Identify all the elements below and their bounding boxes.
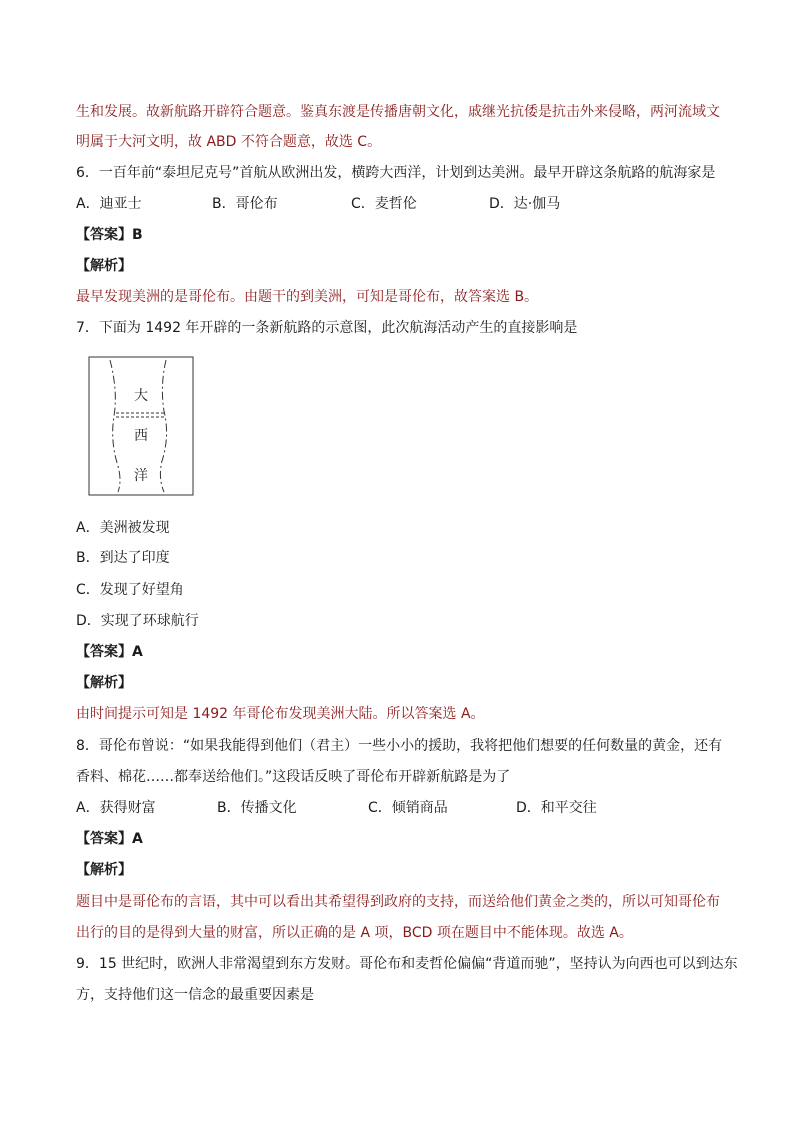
q6-analysis: 最早发现美洲的是哥伦布。由题干的到美洲，可知是哥伦布，故答案选 B。	[76, 289, 539, 305]
q7-analysis: 由时间提示可知是 1492 年哥伦布发现美洲大陆。所以答案选 A。	[76, 706, 485, 722]
q7-question: 7．下面为 1492 年开辟的一条新航路的示意图，此次航海活动产生的直接影响是	[76, 320, 578, 336]
q8-analysis-label: 【解析】	[76, 862, 132, 878]
q6-answer: 【答案】B	[76, 227, 143, 243]
q6-option-b: B．哥伦布	[212, 196, 278, 212]
q6-question: 6．一百年前“泰坦尼克号”首航从欧洲出发，横跨大西洋，计划到达美洲。最早开辟这条航路的航海家是	[76, 165, 716, 181]
q9-question-line-1: 9．15 世纪时，欧洲人非常渴望到东方发财。哥伦布和麦哲伦偏偏“背道而驰”，坚持认为向西也可以到达东	[76, 956, 738, 972]
q7-option-b: B．到达了印度	[76, 550, 170, 566]
map-label-yang: 洋	[134, 468, 148, 484]
q6-analysis-label: 【解析】	[76, 258, 132, 274]
q6-option-c: C．麦哲伦	[351, 196, 417, 212]
q8-analysis-line-2: 出行的目的是得到大量的财富，所以正确的是 A 项，BCD 项在题目中不能体现。故选 A。	[76, 925, 633, 941]
q7-option-a: A．美洲被发现	[76, 520, 170, 536]
q9-question-line-2: 方，支持他们这一信念的最重要因素是	[76, 987, 314, 1003]
q8-option-c: C．倾销商品	[368, 800, 448, 816]
q7-option-d: D．实现了环球航行	[76, 613, 199, 629]
q6-option-d: D．达·伽马	[489, 196, 561, 212]
q8-question-line-2: 香料、棉花……都奉送给他们。”这段话反映了哥伦布开辟新航路是为了	[76, 769, 511, 785]
q8-answer: 【答案】A	[76, 831, 143, 847]
q8-analysis-line-1: 题目中是哥伦布的言语，其中可以看出其希望得到政府的支持，而送给他们黄金之类的，所以可知哥伦布	[76, 894, 720, 910]
atlantic-route-map	[88, 356, 194, 496]
q8-question-line-1: 8．哥伦布曾说：“如果我能得到他们（君主）一些小小的援助，我将把他们想要的任何数量的黄金，还有	[76, 738, 723, 754]
q6-option-a: A．迪亚士	[76, 196, 142, 212]
q8-option-a: A．获得财富	[76, 800, 156, 816]
prev-explanation-line-2: 明属于大河文明，故 ABD 不符合题意，故选 C。	[76, 134, 382, 150]
q7-analysis-label: 【解析】	[76, 675, 132, 691]
q8-option-b: B．传播文化	[217, 800, 297, 816]
map-label-xi: 西	[134, 428, 148, 444]
prev-explanation-line-1: 生和发展。故新航路开辟符合题意。鉴真东渡是传播唐朝文化，戚继光抗倭是抗击外来侵略，两河流域文	[76, 104, 720, 120]
map-label-da: 大	[134, 388, 148, 404]
q8-option-d: D．和平交往	[516, 800, 597, 816]
q7-option-c: C．发现了好望角	[76, 582, 184, 598]
q7-answer: 【答案】A	[76, 644, 143, 660]
